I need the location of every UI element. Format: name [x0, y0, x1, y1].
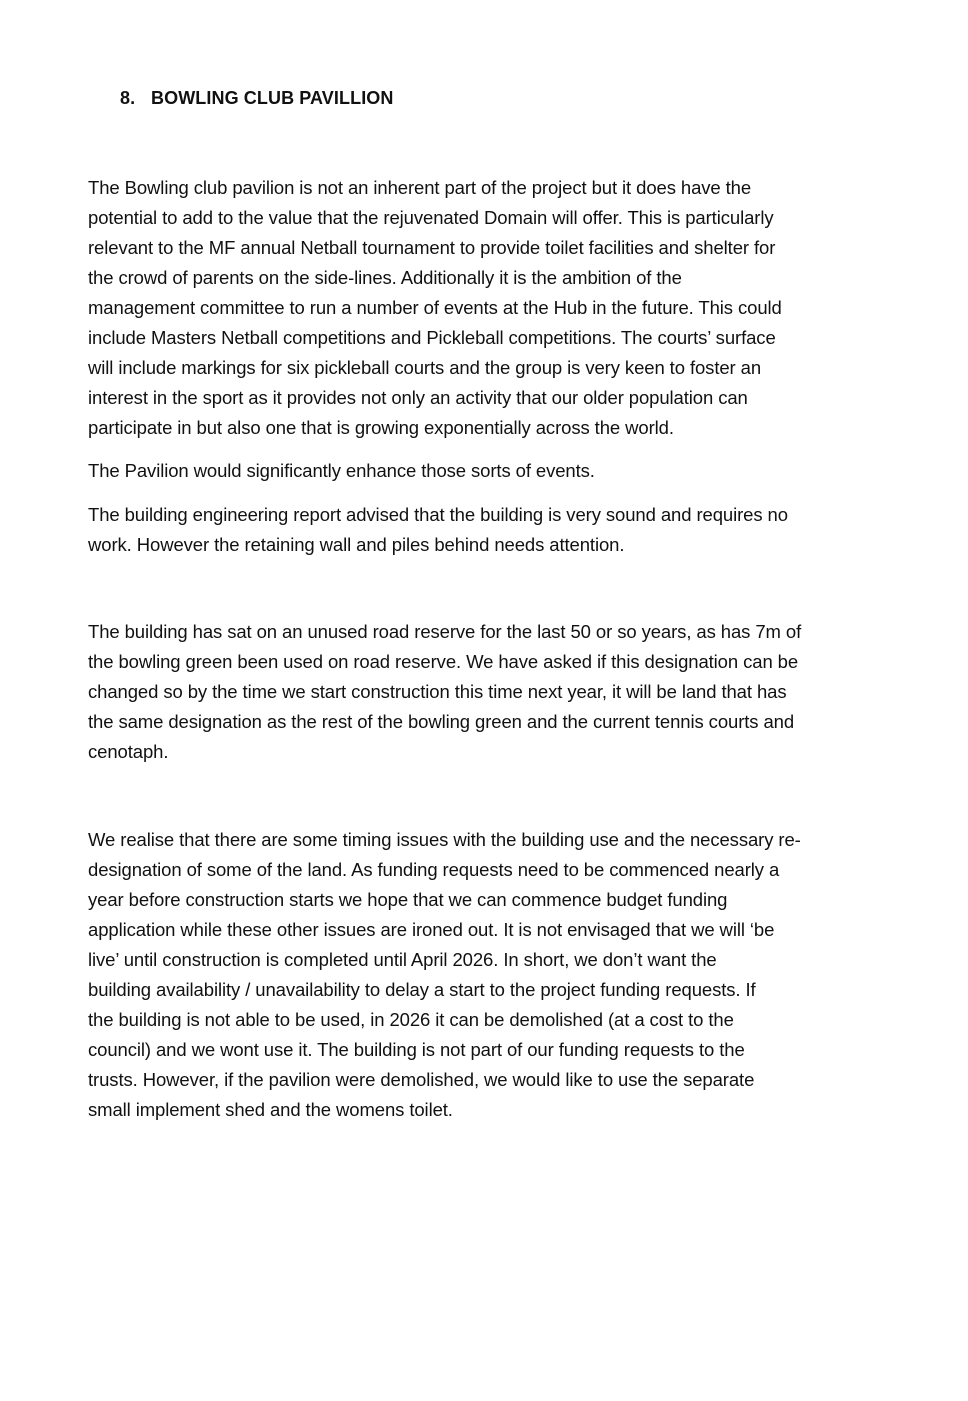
text-line: The building engineering report advised that the building is very sound and requires no	[88, 504, 788, 525]
paragraph-pavilion-events	[88, 456, 888, 486]
text-line: the building is not able to be used, in 2026 it can be demolished (at a cost to the	[88, 1009, 734, 1030]
text-line: cenotaph.	[88, 741, 169, 762]
text-line: council) and we wont use it. The building is not part of our funding requests to the	[88, 1039, 745, 1060]
text-line: We realise that there are some timing issues with the building use and the necessary re-	[88, 829, 801, 850]
paragraph-road-reserve	[88, 617, 888, 767]
text-line: designation of some of the land. As funding requests need to be commenced nearly a	[88, 859, 780, 880]
text-line: interest in the sport as it provides not only an activity that our older population can	[88, 387, 748, 408]
text-line: changed so by the time we start construction this time next year, it will be land that has	[88, 681, 787, 702]
section-number: 8.	[120, 88, 136, 108]
text-line: The Pavilion would significantly enhance those sorts of events.	[88, 460, 595, 481]
text-line: trusts. However, if the pavilion were demolished, we would like to use the separate	[88, 1069, 755, 1090]
text-line: relevant to the MF annual Netball tournament to provide toilet facilities and shelter for	[88, 237, 776, 258]
text-line: year before construction starts we hope that we can commence budget funding	[88, 889, 728, 910]
paragraph-engineering-report	[88, 500, 888, 560]
text-line: The building has sat on an unused road reserve for the last 50 or so years, as has 7m of	[88, 621, 802, 642]
text-line: live’ until construction is completed until April 2026. In short, we don’t want the	[88, 949, 717, 970]
section-heading	[120, 88, 394, 109]
text-line: the crowd of parents on the side-lines. Additionally it is the ambition of the	[88, 267, 682, 288]
text-line: participate in but also one that is growing exponentially across the world.	[88, 417, 674, 438]
paragraph-pavilion-overview	[88, 173, 888, 443]
text-line: will include markings for six pickleball courts and the group is very keen to foster an	[88, 357, 762, 378]
text-line: management committee to run a number of events at the Hub in the future. This could	[88, 297, 782, 318]
section-title: BOWLING CLUB PAVILLION	[151, 88, 394, 108]
text-line: the bowling green been used on road reserve. We have asked if this designation can be	[88, 651, 799, 672]
text-line: include Masters Netball competitions and Pickleball competitions. The courts’ surface	[88, 327, 776, 348]
text-line: work. However the retaining wall and piles behind needs attention.	[88, 534, 625, 555]
text-line: small implement shed and the womens toilet.	[88, 1099, 453, 1120]
text-line: the same designation as the rest of the bowling green and the current tennis courts and	[88, 711, 795, 732]
text-line: building availability / unavailability to delay a start to the project funding requests. If	[88, 979, 756, 1000]
text-line: potential to add to the value that the rejuvenated Domain will offer. This is particularly	[88, 207, 774, 228]
paragraph-timing-issues	[88, 825, 888, 1125]
text-line: application while these other issues are ironed out. It is not envisaged that we will ‘be	[88, 919, 775, 940]
text-line: The Bowling club pavilion is not an inherent part of the project but it does have the	[88, 177, 752, 198]
